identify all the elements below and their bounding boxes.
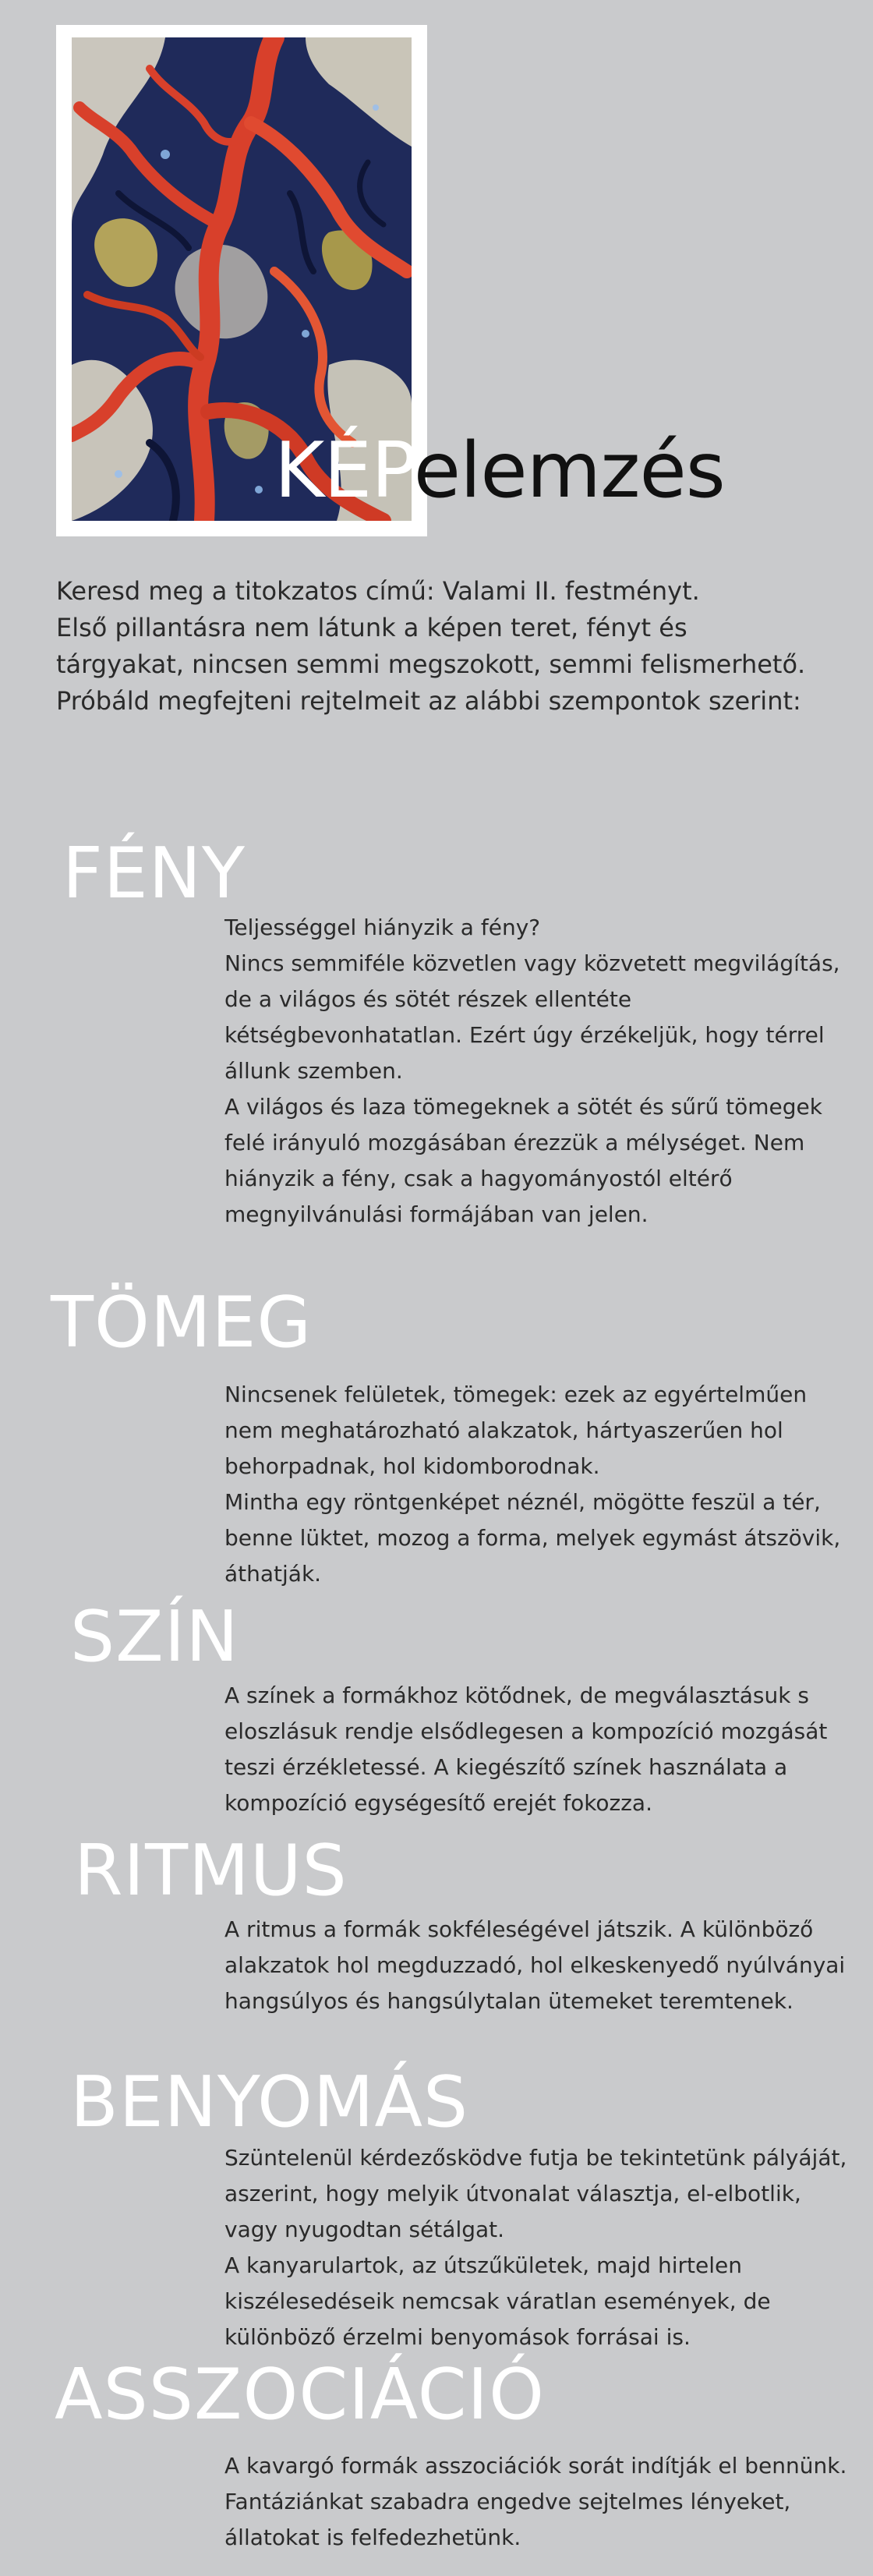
paragraph: A kanyarulartok, az útszűkületek, majd hirtelen kiszélesedéseik nemcsak váratlan események, de különböző érzelmi benyomások forrásai is.	[224, 2252, 771, 2350]
section-benyomas-text	[224, 2140, 848, 2355]
title-part-elemzes: elemzés	[413, 426, 725, 515]
paragraph: Teljességgel hiányzik a fény?	[224, 915, 541, 940]
heading-feny: FÉNY	[62, 833, 246, 915]
intro-line: Első pillantásra nem látunk a képen teret, fényt és	[56, 613, 687, 642]
section-asszociacio-text	[224, 2448, 848, 2556]
intro-text	[56, 573, 843, 720]
section-ritmus-text	[224, 1912, 848, 2019]
section-tomeg-text	[224, 1377, 848, 1592]
section-szin-text	[224, 1678, 848, 1821]
section-feny-text	[224, 910, 848, 1233]
paragraph: A színek a formákhoz kötődnek, de megválasztásuk s eloszlásuk rendje elsődlegesen a kompozíció mozgását teszi érzékletessé. A kiegészítő színek használata a kompozíció egységesítő erejét fokozza.	[224, 1683, 828, 1816]
heading-ritmus: RITMUS	[74, 1830, 348, 1912]
heading-szin: SZÍN	[70, 1596, 239, 1678]
paragraph: Szüntelenül kérdezősködve futja be tekintetünk pályáját, aszerint, hogy melyik útvonalat választja, el-elbotlik, vagy nyugodtan sétálgat.	[224, 2145, 847, 2242]
intro-line: tárgyakat, nincsen semmi megszokott, semmi felismerhető.	[56, 649, 806, 679]
paragraph: A világos és laza tömegeknek a sötét és sűrű tömegek felé irányuló mozgásában érezzük a mélységet. Nem hiányzik a fény, csak a hagyományostól eltérő megnyilvánulási formájában van jelen.	[224, 1094, 822, 1227]
paragraph: Mintha egy röntgenképet néznél, mögötte feszül a tér, benne lüktet, mozog a forma, melyek egymást átszövik, áthatják.	[224, 1489, 841, 1587]
intro-line: Próbáld megfejteni rejtelmeit az alábbi szempontok szerint:	[56, 686, 801, 716]
heading-benyomas: BENYOMÁS	[70, 2061, 469, 2143]
paragraph: Nincs semmiféle közvetlen vagy közvetett megvilágítás, de a világos és sötét részek ellentéte kétségbevonhatatlan. Ezért úgy érzékeljük, hogy térrel állunk szemben.	[224, 950, 840, 1084]
paragraph: Nincsenek felületek, tömegek: ezek az egyértelműen nem meghatározható alakzatok, hártyaszerűen hol behorpadnak, hol kidomborodnak.	[224, 1382, 808, 1479]
heading-asszociacio: ASSZOCIÁCIÓ	[55, 2354, 545, 2436]
heading-tomeg: TÖMEG	[51, 1282, 313, 1364]
page-title	[274, 426, 725, 515]
title-part-kep: KÉP	[274, 426, 414, 515]
paragraph: A ritmus a formák sokféleségével játszik. A különböző alakzatok hol megduzzadó, hol elkeskenyedő nyúlványai hangsúlyos és hangsúlytalan ütemeket teremtenek.	[224, 1916, 846, 2014]
paragraph: A kavargó formák asszociációk sorát indítják el bennünk. Fantáziánkat szabadra engedve sejtelmes lényeket, állatokat is felfedezhetünk.	[224, 2453, 847, 2550]
intro-line: Keresd meg a titokzatos című: Valami II. festményt.	[56, 576, 700, 606]
